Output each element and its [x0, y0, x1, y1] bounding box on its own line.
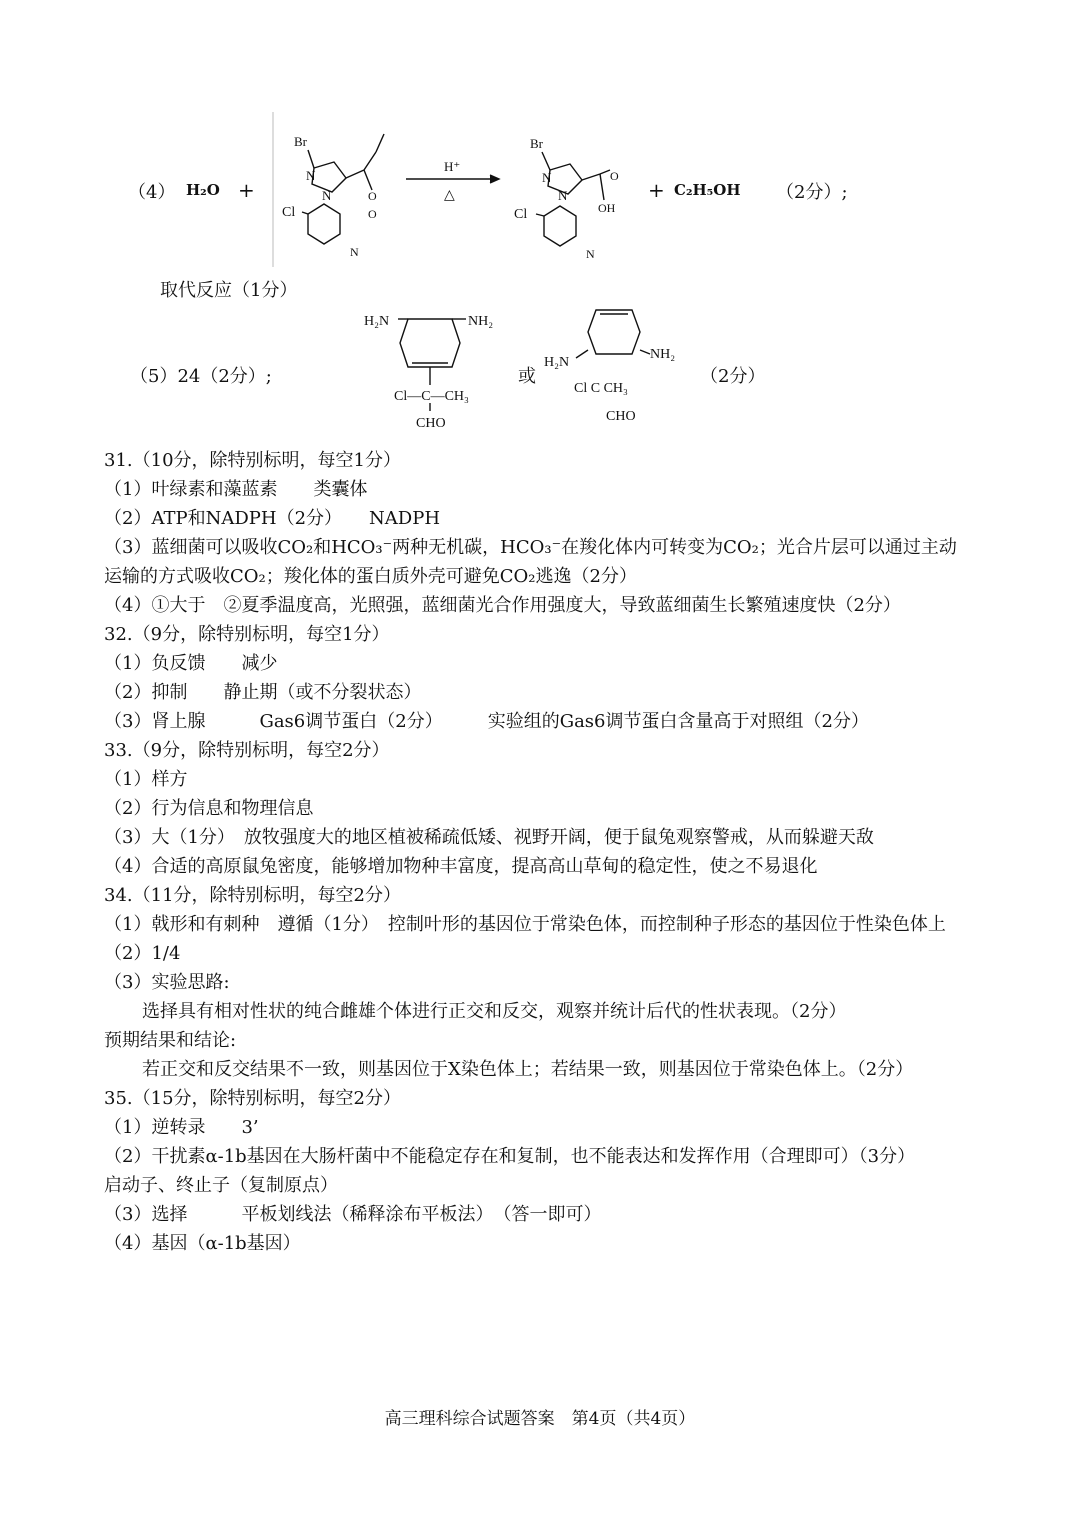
cl-atom-2: Cl [514, 207, 528, 222]
reaction-type: 取代反应（1分） [160, 280, 298, 301]
cho-b: CHO [606, 409, 636, 424]
q34-answer-2: （2）1/4 [104, 943, 181, 964]
q35-answer-2b: 启动子、终止子（复制原点） [104, 1175, 338, 1196]
nh2-label-b: NH₂ [650, 347, 676, 362]
n-atom-2a: N [542, 170, 552, 185]
q32-answer-1: （1）负反馈 减少 [104, 653, 278, 674]
q33-answer-2: （2）行为信息和物理信息 [104, 798, 314, 819]
plus-sign-2: + [648, 178, 665, 202]
q32-answer-2: （2）抑制 静止期（或不分裂状态） [104, 682, 422, 703]
plus-sign-1: + [238, 178, 255, 202]
q31-answer-4: （4）①大于 ②夏季温度高，光照强，蓝细菌光合作用强度大，导致蓝细菌生长繁殖速度快（2分） [104, 595, 901, 616]
cl-c-ch3-b: Cl C CH₃ [574, 381, 628, 396]
n-atom-1a: N [306, 168, 316, 183]
q34-header: 34.（11分，除特别标明，每空2分） [104, 885, 401, 906]
q5-label: （5）24（2分）; [130, 366, 272, 387]
q31-answer-1: （1）叶绿素和藻蓝素 类囊体 [104, 479, 368, 500]
q35-header: 35.（15分，除特别标明，每空2分） [104, 1088, 401, 1109]
q33-answer-4: （4）合适的高原鼠兔密度，能够增加物种丰富度，提高高山草甸的稳定性，使之不易退化 [104, 856, 818, 877]
oh-group: OH [598, 201, 616, 215]
q31-answer-2: （2）ATP和NADPH（2分） NADPH [104, 508, 441, 529]
or-word: 或 [518, 366, 536, 387]
acid-structure [510, 130, 630, 265]
q5-score: （2分） [700, 366, 766, 387]
diamine-structure-a [360, 305, 510, 435]
reaction-arrow [402, 155, 502, 205]
q4-score: （2分）; [776, 182, 848, 203]
page-footer: 高三理科综合试题答案 第4页（共4页） [384, 1409, 696, 1429]
nh2-label-a: NH₂ [468, 314, 494, 329]
q35-answer-1: （1）逆转录 3’ [104, 1117, 259, 1138]
q33-answer-3: （3）大（1分） 放牧强度大的地区植被稀疏低矮、视野开阔，便于鼠兔观察警戒，从而躲避天敌 [104, 827, 874, 848]
n-atom-1c: N [350, 245, 359, 259]
arrow-catalyst: H⁺ [444, 159, 461, 174]
q34-answer-3: （3）实验思路: [104, 972, 230, 993]
arrow-heat: △ [444, 188, 455, 203]
q34-expected-heading: 预期结果和结论: [104, 1030, 237, 1051]
n-atom-2b: N [558, 188, 568, 203]
cl-atom-1: Cl [282, 205, 296, 220]
h2n-label-b: H₂N [544, 355, 570, 370]
q31-answer-3a: （3）蓝细菌可以吸收CO₂和HCO₃⁻两种无机碳，HCO₃⁻在羧化体内可转变为CO₂；光合片层可以通过主动 [104, 537, 957, 558]
q35-answer-4: （4）基因（α-1b基因） [104, 1233, 301, 1254]
br-atom-1: Br [294, 134, 307, 149]
q34-expected-result: 若正交和反交结果不一致，则基因位于X染色体上；若结果一致，则基因位于常染色体上。（2分） [142, 1059, 914, 1080]
br-atom-2: Br [530, 136, 543, 151]
water-formula: H₂O [186, 181, 220, 199]
q34-answer-1: （1）戟形和有刺种 遵循（1分） 控制叶形的基因位于常染色体，而控制种子形态的基因位于性染色体上 [104, 914, 946, 935]
o-atom-1b: O [368, 207, 377, 221]
o-atom-1a: O [368, 189, 377, 203]
q32-header: 32.（9分，除特别标明，每空1分） [104, 624, 390, 645]
cho-a: CHO [416, 416, 446, 431]
q32-answer-3: （3）肾上腺 Gas6调节蛋白（2分） 实验组的Gas6调节蛋白含量高于对照组（2分） [104, 711, 869, 732]
q35-answer-2a: （2）干扰素α-1b基因在大肠杆菌中不能稳定存在和复制，也不能表达和发挥作用（合理即可）（3分） [104, 1146, 916, 1167]
q31-header: 31.（10分，除特别标明，每空1分） [104, 450, 401, 471]
q31-answer-3b: 运输的方式吸收CO₂；羧化体的蛋白质外壳可避免CO₂逃逸（2分） [104, 566, 637, 587]
q4-label: （4） [128, 182, 176, 203]
q33-answer-1: （1）样方 [104, 769, 188, 790]
n-atom-2c: N [586, 247, 595, 261]
q34-experiment-idea: 选择具有相对性状的纯合雌雄个体进行正交和反交，观察并统计后代的性状表现。（2分） [142, 1001, 847, 1022]
n-atom-1b: N [322, 188, 332, 203]
h2n-label-a: H₂N [364, 314, 390, 329]
q33-header: 33.（9分，除特别标明，每空2分） [104, 740, 390, 761]
o-atom-2: O [610, 169, 619, 183]
ester-structure [272, 112, 402, 267]
q35-answer-3: （3）选择 平板划线法（稀释涂布平板法） （答一即可） [104, 1204, 602, 1225]
diamine-structure-b [544, 300, 694, 428]
cl-c-ch3-a: Cl—C—CH₃ [394, 389, 469, 404]
ethanol-formula: C₂H₅OH [674, 181, 741, 199]
